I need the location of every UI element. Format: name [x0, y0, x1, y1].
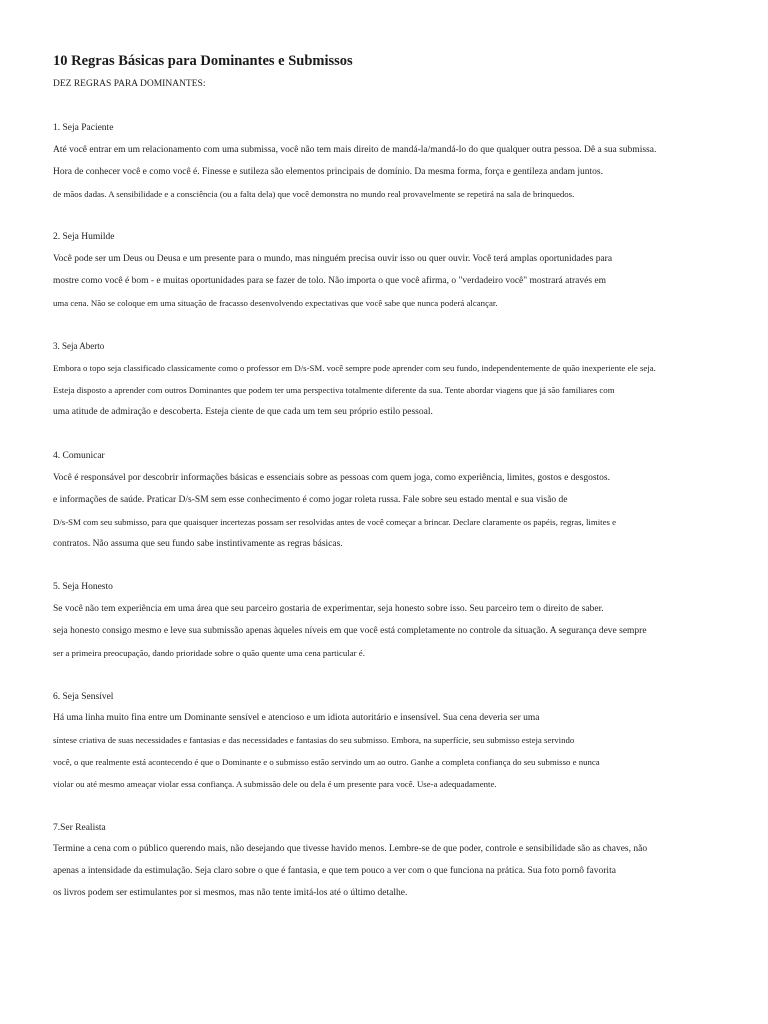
- rule-text-line: Se você não tem experiência em uma área que seu parceiro gostaria de experimentar, seja honesto sobre isso. Seu parceiro tem o direito de saber.: [53, 604, 604, 614]
- rule-text-line: apenas a intensidade da estimulação. Seja claro sobre o que é fantasia, e que tem pouco a ver com o que funciona na prática. Sua foto pornô favorita: [53, 866, 616, 876]
- rule-text-line: Você é responsável por descobrir informações básicas e essenciais sobre as pessoas com quem joga, como experiência, limites, gostos e desgostos.: [53, 473, 611, 483]
- rule-heading: 5. Seja Honesto: [53, 582, 113, 592]
- document-page: [53, 52, 713, 900]
- rule-section-2: [53, 231, 713, 310]
- rule-text-line: ser a primeira preocupação, dando prioridade sobre o quão quente uma cena particular é.: [53, 648, 365, 658]
- rule-text-line: D/s-SM com seu submisso, para que quaisquer incertezas possam ser resolvidas antes de você começar a brincar. Declare claramente os papéis, regras, limites e: [53, 517, 617, 527]
- rule-text-line: contratos. Não assuma que seu fundo sabe instintivamente as regras básicas.: [53, 539, 343, 549]
- rule-text-line: Embora o topo seja classificado classicamente como o professor em D/s-SM. você sempre pode aprender com seu fundo, independentemente de quão inexperiente ele seja.: [53, 363, 656, 373]
- document-subtitle: DEZ REGRAS PARA DOMINANTES:: [53, 79, 206, 89]
- rule-text-line: os livros podem ser estimulantes por si mesmos, mas não tente imitá-los até o último detalhe.: [53, 888, 408, 898]
- rule-heading: 1. Seja Paciente: [53, 123, 114, 133]
- rule-text-line: Há uma linha muito fina entre um Dominante sensível e atencioso e um idiota autoritário e insensível. Sua cena deveria ser uma: [53, 713, 540, 723]
- rule-text-line: Hora de conhecer você e como você é. Finesse e sutileza são elementos principais de domínio. Da mesma forma, força e gentileza andam juntos.: [53, 167, 604, 177]
- rule-section-5: [53, 581, 713, 660]
- rule-text-line: uma atitude de admiração e descoberta. Esteja ciente de que cada um tem seu próprio estilo pessoal.: [53, 407, 433, 417]
- rule-section-7: [53, 822, 713, 900]
- rule-text-line: mostre como você é bom - e muitas oportunidades para se fazer de tolo. Não importa o que você afirma, o "verdadeiro você" mostrará através em: [53, 276, 607, 286]
- rule-section-3: [53, 340, 713, 419]
- rule-text-line: e informações de saúde. Praticar D/s-SM sem esse conhecimento é como jogar roleta russa. Fale sobre seu estado mental e sua visão de: [53, 495, 568, 505]
- rule-heading: 7.Ser Realista: [53, 823, 106, 833]
- document-title: 10 Regras Básicas para Dominantes e Submissos: [53, 53, 353, 69]
- rule-text-line: violar ou até mesmo ameaçar violar essa confiança. A submissão dele ou dela é um presente para você. Use-a adequadamente.: [53, 779, 497, 789]
- rule-text-line: seja honesto consigo mesmo e leve sua submissão apenas àqueles níveis em que você está completamente no controle da situação. A segurança deve sempre: [53, 626, 647, 636]
- rule-text-line: de mãos dadas. A sensibilidade e a consciência (ou a falta dela) que você demonstra no mundo real provavelmente se repetirá na sala de brinquedos.: [53, 189, 575, 199]
- rule-text-line: síntese criativa de suas necessidades e fantasias e das necessidades e fantasias do seu submisso. Embora, na superfície, seu submisso esteja servindo: [53, 735, 575, 745]
- rule-text-line: Até você entrar em um relacionamento com uma submissa, você não tem mais direito de mandá-la/mandá-lo do que qualquer outra pessoa. Dê a sua submissa.: [53, 145, 657, 155]
- rule-section-4: [53, 450, 713, 551]
- rule-text-line: uma cena. Não se coloque em uma situação de fracasso desenvolvendo expectativas que você sabe que nunca poderá alcançar.: [53, 298, 498, 308]
- rule-section-6: [53, 691, 713, 791]
- rule-text-line: Você pode ser um Deus ou Deusa e um presente para o mundo, mas ninguém precisa ouvir isso ou quer ouvir. Você terá amplas oportunidades para: [53, 254, 613, 264]
- rule-text-line: você, o que realmente está acontecendo é que o Dominante e o submisso estão servindo um ao outro. Ganhe a completa confiança do seu submisso e nunca: [53, 757, 600, 767]
- rule-heading: 3. Seja Aberto: [53, 341, 105, 351]
- rule-text-line: Esteja disposto a aprender com outros Dominantes que podem ter uma perspectiva totalmente diferente da sua. Tente abordar viagens que já são familiares com: [53, 385, 615, 395]
- rule-heading: 6. Seja Sensível: [53, 692, 114, 702]
- rule-heading: 2. Seja Humilde: [53, 232, 115, 242]
- rule-heading: 4. Comunicar: [53, 451, 105, 461]
- rule-section-1: [53, 122, 713, 201]
- rule-text-line: Termine a cena com o público querendo mais, não desejando que tivesse havido menos. Lembre-se de que poder, controle e sensibilidade são as chaves, não: [53, 844, 648, 854]
